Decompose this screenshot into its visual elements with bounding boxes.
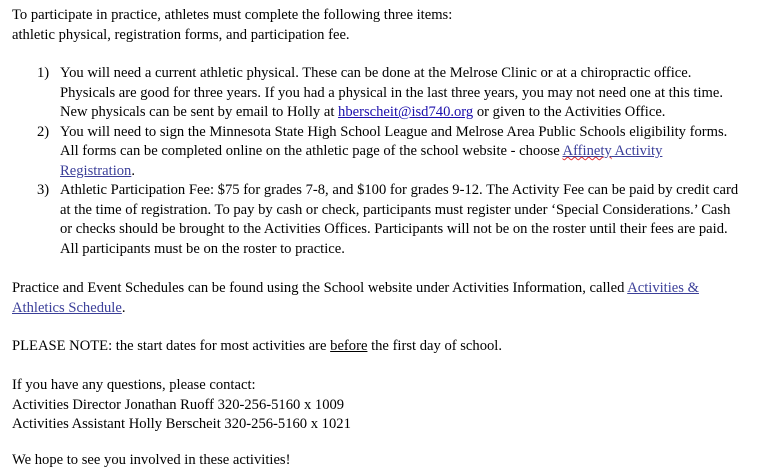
- note-emphasis: before: [330, 338, 368, 354]
- contact-intro: If you have any questions, please contact:: [12, 377, 256, 393]
- intro-paragraph: [12, 6, 742, 45]
- forms-text-end: .: [131, 162, 135, 179]
- registration-link-word: Affinety: [562, 143, 612, 159]
- email-link[interactable]: hberscheit@isd740.org: [338, 104, 474, 120]
- list-item-number: 2): [37, 123, 50, 140]
- intro-line-1: To participate in practice, athletes must complete the following three items:: [12, 7, 453, 23]
- list-item: [0, 181, 740, 259]
- schedules-text: Practice and Event Schedules can be found using the School website under Activities Information, called: [12, 280, 628, 296]
- fee-text: Athletic Participation Fee: $75 for grades 7-8, and $100 for grades 9-12. The Activity Fee can be paid by credit card at the time of registration. To pay by cash or check, participants must register under ‘Special Considerations.’ Cash or checks should be brought to the Activities Offices. Participants will not be on the roster until their fees are paid. All participants must be on the roster to practice.: [60, 182, 739, 257]
- note-text: PLEASE NOTE: the start dates for most activities are: [12, 338, 331, 354]
- schedules-text-end: .: [121, 299, 126, 316]
- schedules-paragraph: [12, 279, 712, 318]
- closing-line: We hope to see you involved in these activities!: [12, 452, 291, 468]
- requirements-list: [0, 64, 761, 259]
- physical-text: You will need a current athletic physical. These can be done at the Melrose Clinic or at a chiropractic office. Physicals are good for three years. If you had a physical in the last three years, you may not need one at this time. New physicals can be sent by email to Holly at: [60, 65, 724, 120]
- registration-link-rest: Activity Registration: [60, 143, 663, 179]
- note-paragraph: [12, 337, 742, 357]
- intro-line-2: athletic physical, registration forms, and participation fee.: [12, 26, 350, 43]
- contact-assistant: Activities Assistant Holly Berscheit 320-256-5160 x 1021: [12, 416, 351, 432]
- contact-paragraph: [12, 376, 742, 435]
- contact-director: Activities Director Jonathan Ruoff 320-256-5160 x 1009: [12, 396, 345, 413]
- list-item: [0, 123, 740, 182]
- list-item: [0, 64, 740, 123]
- list-item-number: 1): [37, 65, 50, 81]
- physical-text-end: or given to the Activities Office.: [473, 104, 666, 120]
- note-text-end: the first day of school.: [367, 338, 502, 354]
- schedule-link[interactable]: Activities & Athletics Schedule: [12, 280, 699, 316]
- forms-text: You will need to sign the Minnesota State High School League and Melrose Area Public Schools eligibility forms. All forms can be completed online on the athletic page of the school website - choose: [60, 123, 728, 159]
- list-item-number: 3): [37, 182, 50, 198]
